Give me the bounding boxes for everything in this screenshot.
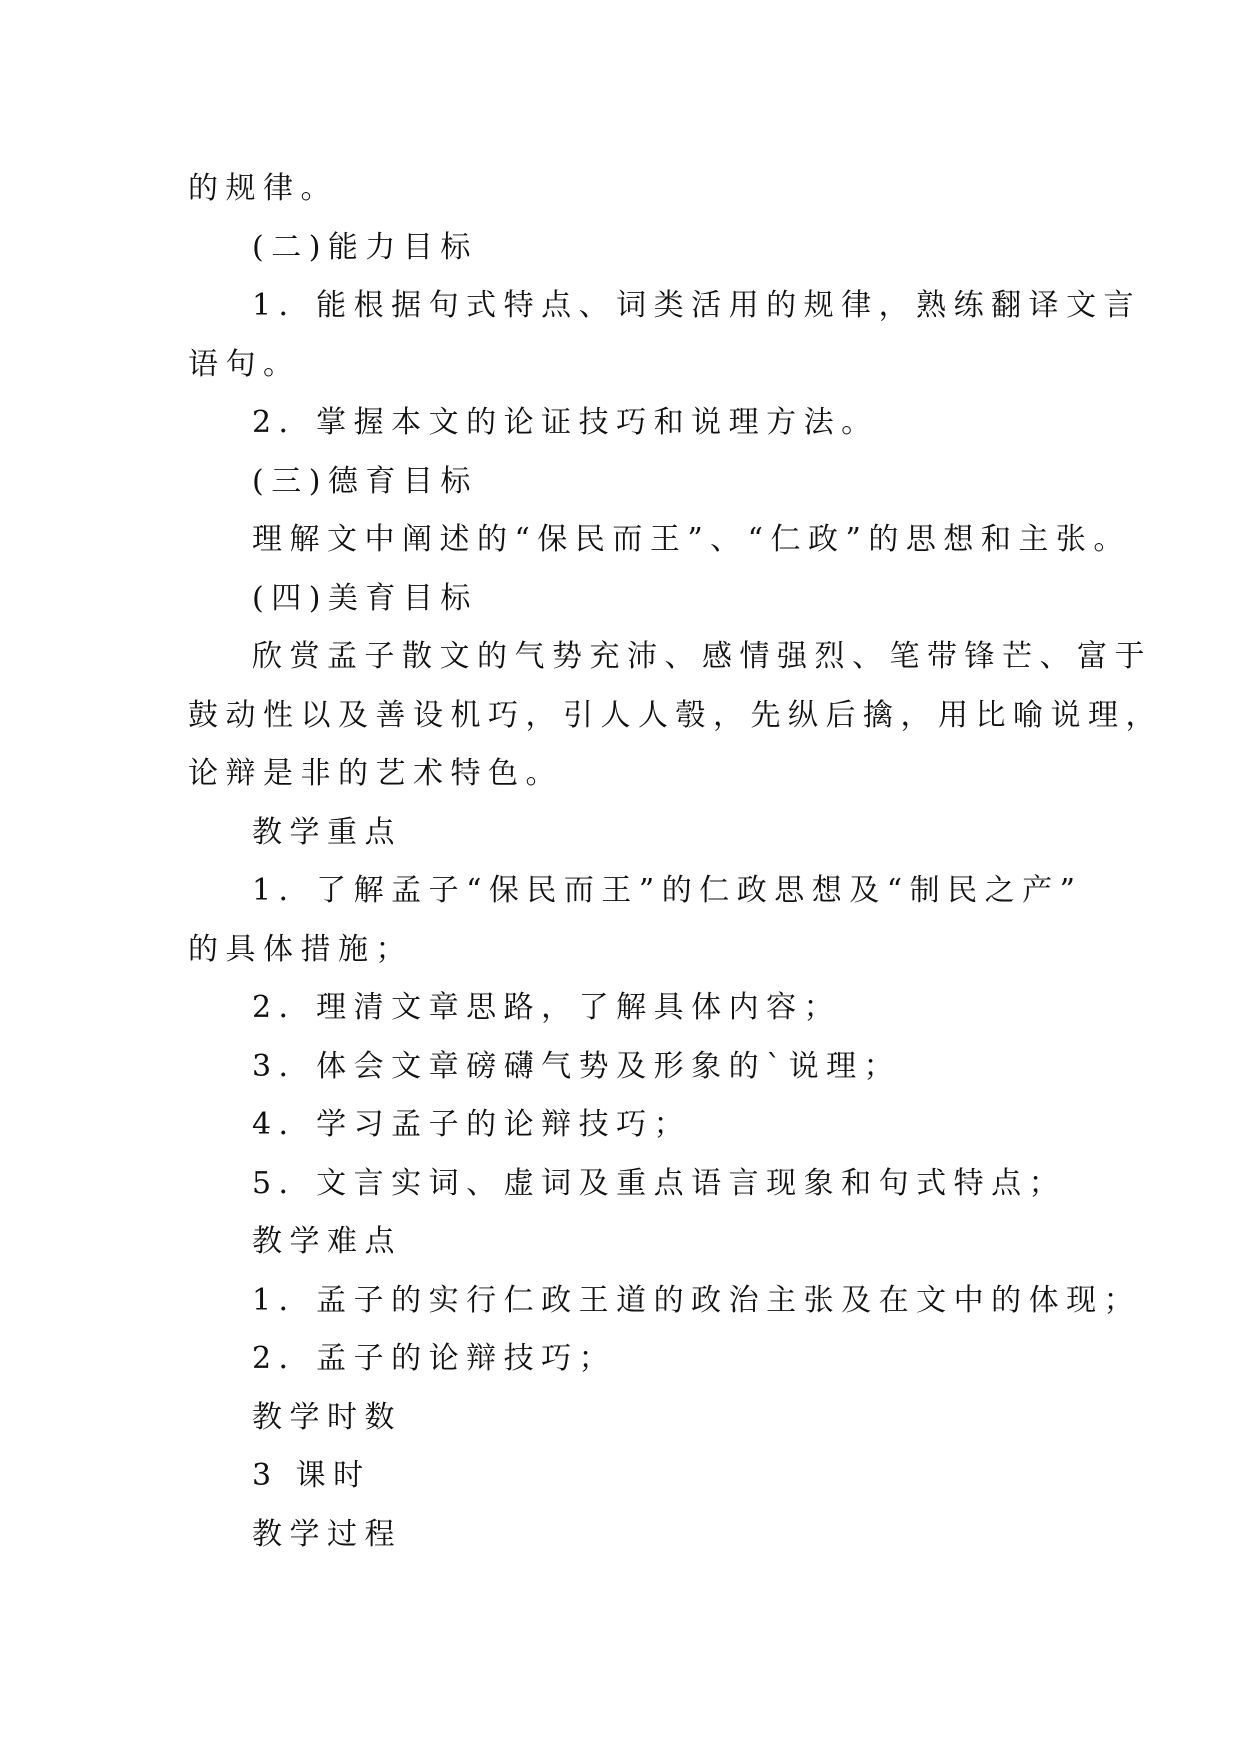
- text-line: 欣赏孟子散文的气势充沛、感情强烈、笔带锋芒、富于: [252, 639, 1152, 674]
- text-line: 3 课时: [252, 1458, 371, 1493]
- section-heading: 教学重点: [252, 814, 402, 850]
- text-line: 4．学习孟子的论辩技巧；: [252, 1107, 692, 1142]
- text-line: 1．孟子的实行仁政王道的政治主张及在文中的体现；: [252, 1282, 1142, 1318]
- text-line: 5．文言实词、虚词及重点语言现象和句式特点；: [252, 1165, 1067, 1201]
- text-line: 1．能根据句式特点、词类活用的规律，熟练翻译文言: [252, 288, 1142, 323]
- text-line: 语句。: [188, 346, 301, 382]
- text-line: 的具体措施；: [188, 931, 413, 967]
- text-line: 论辩是非的艺术特色。: [188, 756, 563, 791]
- text-line: 2．掌握本文的论证技巧和说理方法。: [252, 405, 879, 440]
- section-heading: 教学过程: [252, 1516, 402, 1552]
- text-line: 2．孟子的论辩技巧；: [252, 1341, 617, 1376]
- text-line: 3．体会文章磅礴气势及形象的`说理；: [252, 1048, 902, 1084]
- document-body: [188, 160, 1163, 1564]
- section-heading: (四)美育目标: [252, 580, 478, 616]
- text-line: 理解文中阐述的“保民而王”、“仁政”的思想和主张。: [252, 522, 1131, 557]
- text-line: 鼓动性以及善设机巧，引人人彀，先纵后擒，用比喻说理，: [188, 697, 1163, 733]
- text-line: 2．理清文章思路，了解具体内容；: [252, 990, 842, 1025]
- text-line: 1．了解孟子“保民而王”的仁政思想及“制民之产”: [252, 873, 1083, 908]
- text-line: 的规律。: [188, 171, 338, 206]
- section-heading: (二)能力目标: [252, 229, 478, 265]
- section-heading: (三)德育目标: [252, 463, 478, 499]
- section-heading: 教学时数: [252, 1399, 402, 1435]
- section-heading: 教学难点: [252, 1224, 402, 1259]
